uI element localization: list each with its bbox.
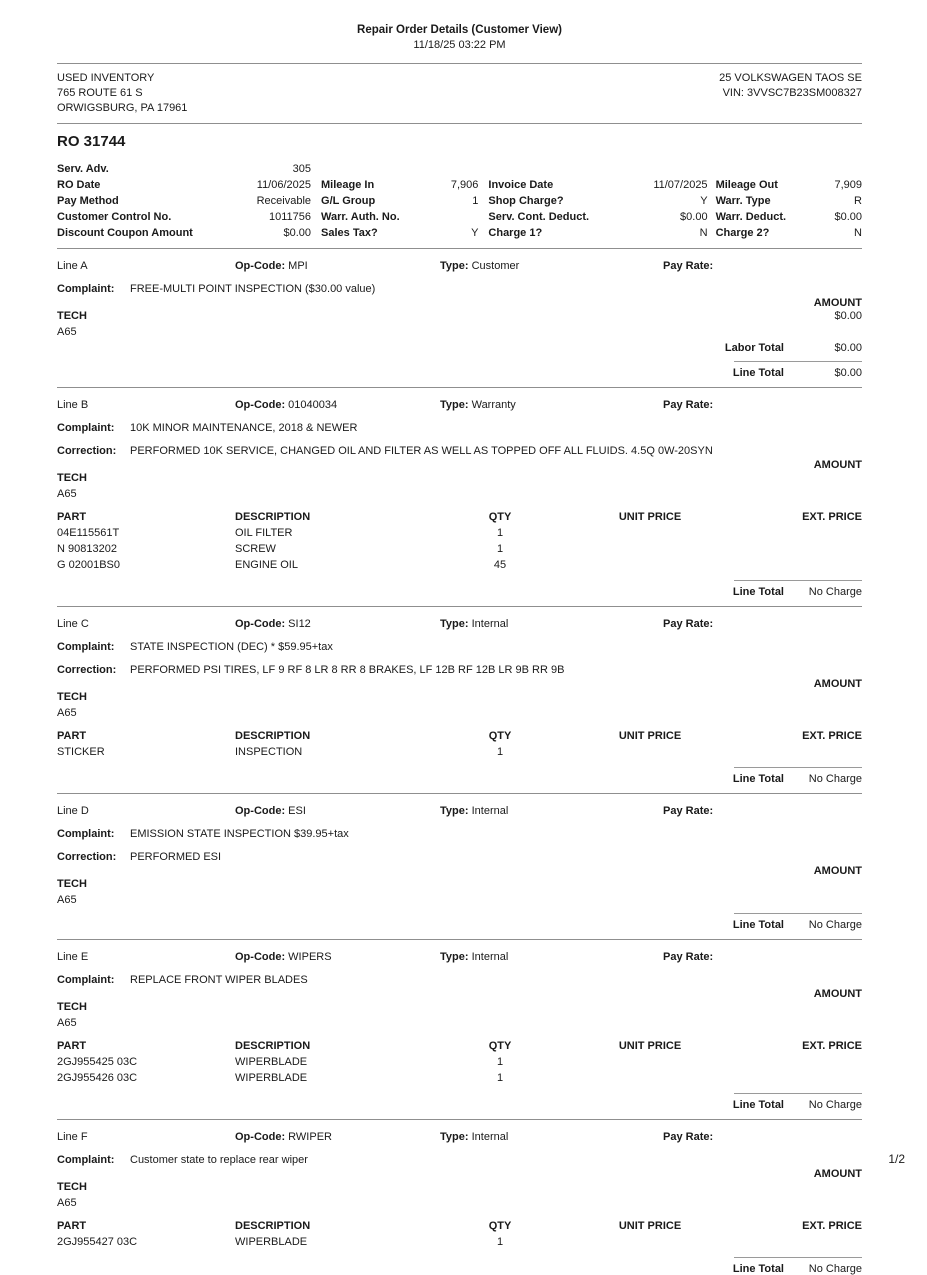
- amount-header: AMOUNT: [813, 865, 862, 877]
- part-qty: 1: [496, 543, 504, 555]
- complaint-text: 10K MINOR MAINTENANCE, 2018 & NEWER: [130, 422, 358, 434]
- tech-id: A65: [57, 488, 77, 500]
- top-info-row: [57, 71, 862, 116]
- service-line-b: [57, 388, 862, 607]
- ext-price-header: EXT. PRICE: [802, 511, 862, 523]
- tech-label: TECH: [57, 472, 87, 484]
- opcode-label: Op-Code:: [235, 618, 286, 630]
- part-unit-price: [552, 744, 748, 760]
- field-label: Warr. Deduct.: [715, 211, 787, 223]
- complaint-text: STATE INSPECTION (DEC) * $59.95+tax: [130, 641, 333, 653]
- line-header: [57, 399, 862, 411]
- tech-row: [57, 1001, 862, 1013]
- line-name: Line E: [57, 951, 89, 963]
- info-row: [57, 177, 862, 193]
- part-qty: 1: [496, 1236, 504, 1248]
- page-indicator: 1/2: [888, 1152, 905, 1166]
- line-header: [57, 260, 862, 272]
- complaint-row: [57, 1154, 862, 1166]
- type-value: Internal: [471, 951, 509, 963]
- totals-rule: [734, 767, 862, 768]
- info-row: [57, 161, 862, 177]
- line-header: [57, 805, 862, 817]
- part-qty: 1: [496, 1072, 504, 1084]
- field-label: Sales Tax?: [321, 227, 378, 239]
- payrate-label: Pay Rate:: [663, 805, 714, 817]
- complaint-label: Complaint:: [57, 1154, 115, 1166]
- line-total-label: Line Total: [732, 1263, 784, 1275]
- complaint-label: Complaint:: [57, 828, 115, 840]
- description-header: DESCRIPTION: [235, 1040, 311, 1052]
- field-value: 7,906: [450, 179, 479, 191]
- line-name: Line C: [57, 618, 89, 630]
- parts-table: [57, 1218, 862, 1250]
- correction-row: [57, 664, 862, 676]
- line-total-label: Line Total: [732, 919, 784, 931]
- correction-label: Correction:: [57, 664, 117, 676]
- part-ext-price: [748, 557, 862, 573]
- dealer-name: USED INVENTORY: [57, 72, 155, 84]
- field-label: Warr. Auth. No.: [321, 211, 400, 223]
- tech-row: [57, 878, 862, 890]
- ext-price-header: EXT. PRICE: [802, 1220, 862, 1232]
- complaint-text: REPLACE FRONT WIPER BLADES: [130, 974, 308, 986]
- complaint-row: [57, 283, 862, 295]
- type-label: Type:: [440, 618, 469, 630]
- line-total-value: $0.00: [834, 367, 862, 379]
- field-label: Customer Control No.: [57, 211, 172, 223]
- part-description: SCREW: [235, 543, 276, 555]
- payrate-label: Pay Rate:: [663, 618, 714, 630]
- line-name: Line F: [57, 1131, 88, 1143]
- field-value: 7,909: [834, 179, 862, 191]
- line-name: Line A: [57, 260, 88, 272]
- correction-label: Correction:: [57, 851, 117, 863]
- complaint-text: Customer state to replace rear wiper: [130, 1154, 308, 1166]
- payrate-label: Pay Rate:: [663, 951, 714, 963]
- opcode-value: 01040034: [288, 399, 338, 411]
- description-header: DESCRIPTION: [235, 730, 311, 742]
- service-line-e: [57, 940, 862, 1120]
- tech-id: A65: [57, 1017, 77, 1029]
- field-label: Serv. Cont. Deduct.: [488, 211, 590, 223]
- line-total-row: [647, 1099, 862, 1111]
- field-label: Pay Method: [57, 195, 119, 207]
- type-value: Internal: [471, 618, 509, 630]
- amount-header: AMOUNT: [813, 1168, 862, 1180]
- tech-id: A65: [57, 1197, 77, 1209]
- part-unit-price: [552, 525, 748, 541]
- field-label: [488, 161, 707, 177]
- field-label: Charge 1?: [488, 227, 543, 239]
- part-description: ENGINE OIL: [235, 559, 298, 571]
- line-total-value: No Charge: [808, 773, 862, 785]
- type-label: Type:: [440, 399, 469, 411]
- amount-header: AMOUNT: [813, 459, 862, 471]
- part-description: WIPERBLADE: [235, 1056, 308, 1068]
- field-label: Mileage In: [321, 179, 375, 191]
- line-totals: [647, 767, 862, 785]
- complaint-label: Complaint:: [57, 641, 115, 653]
- field-value: $0.00: [834, 211, 862, 223]
- field-value: Y: [471, 227, 479, 239]
- qty-header: QTY: [488, 511, 512, 523]
- line-totals: [647, 342, 862, 379]
- field-value: 11/07/2025: [653, 179, 708, 191]
- report-title: Repair Order Details (Customer View): [357, 24, 562, 36]
- tech-row: [57, 1181, 862, 1193]
- complaint-text: FREE-MULTI POINT INSPECTION ($30.00 value): [130, 283, 376, 295]
- field-value: 305: [292, 163, 312, 175]
- complaint-label: Complaint:: [57, 283, 115, 295]
- line-total-label: Line Total: [732, 367, 784, 379]
- line-totals: [647, 580, 862, 598]
- ext-price-header: EXT. PRICE: [802, 730, 862, 742]
- type-value: Warranty: [471, 399, 516, 411]
- line-total-row: [647, 586, 862, 598]
- opcode-label: Op-Code:: [235, 1131, 286, 1143]
- field-value: Y: [700, 195, 708, 207]
- part-description: OIL FILTER: [235, 527, 293, 539]
- part-number: 04E115561T: [57, 527, 120, 539]
- line-header: [57, 951, 862, 963]
- part-header: PART: [57, 511, 87, 523]
- payrate-label: Pay Rate:: [663, 260, 714, 272]
- line-total-row: [647, 1263, 862, 1275]
- qty-header: QTY: [488, 730, 512, 742]
- description-header: DESCRIPTION: [235, 1220, 311, 1232]
- tech-label: TECH: [57, 1181, 87, 1193]
- service-line-c: [57, 607, 862, 794]
- part-header: PART: [57, 1040, 87, 1052]
- field-value: 1: [472, 195, 479, 207]
- part-ext-price: [748, 1054, 862, 1070]
- dealer-address: [57, 71, 187, 116]
- line-totals: [647, 913, 862, 931]
- totals-rule: [734, 913, 862, 914]
- field-value: R: [854, 195, 862, 207]
- opcode-label: Op-Code:: [235, 399, 286, 411]
- part-description: WIPERBLADE: [235, 1072, 308, 1084]
- field-value: 11/06/2025: [256, 179, 312, 191]
- complaint-row: [57, 422, 862, 434]
- line-totals: [647, 1257, 862, 1275]
- opcode-label: Op-Code:: [235, 805, 286, 817]
- opcode-value: RWIPER: [288, 1131, 332, 1143]
- field-label: Invoice Date: [488, 179, 554, 191]
- part-qty: 1: [496, 746, 504, 758]
- opcode-value: SI12: [288, 618, 311, 630]
- tech-label: TECH: [57, 878, 87, 890]
- type-label: Type:: [440, 1131, 469, 1143]
- part-header: PART: [57, 1220, 87, 1232]
- ro-info-grid: [57, 161, 862, 241]
- payrate-label: Pay Rate:: [663, 399, 714, 411]
- parts-table: [57, 728, 862, 760]
- line-name: Line D: [57, 805, 89, 817]
- tech-id: A65: [57, 707, 77, 719]
- complaint-text: EMISSION STATE INSPECTION $39.95+tax: [130, 828, 349, 840]
- totals-rule: [734, 1093, 862, 1094]
- info-row: [57, 209, 862, 225]
- field-label: Discount Coupon Amount: [57, 227, 193, 239]
- field-label: Shop Charge?: [488, 195, 564, 207]
- tech-id: A65: [57, 326, 77, 338]
- info-row: [57, 193, 862, 209]
- field-label: G/L Group: [321, 195, 376, 207]
- line-total-label: Line Total: [732, 586, 784, 598]
- part-number: 2GJ955426 03C: [57, 1072, 138, 1084]
- qty-header: QTY: [488, 1040, 512, 1052]
- field-value: N: [699, 227, 708, 239]
- part-unit-price: [552, 1054, 748, 1070]
- totals-rule: [734, 1257, 862, 1258]
- field-label: Serv. Adv.: [57, 163, 109, 175]
- field-label: [716, 161, 862, 177]
- vehicle-model: 25 VOLKSWAGEN TAOS SE: [719, 72, 862, 84]
- field-value: 1011756: [269, 211, 312, 223]
- complaint-label: Complaint:: [57, 974, 115, 986]
- divider: [57, 63, 862, 64]
- field-label: Mileage Out: [715, 179, 778, 191]
- part-qty: 45: [493, 559, 507, 571]
- service-line-a: [57, 249, 862, 388]
- labor-total-label: Labor Total: [724, 342, 784, 354]
- ro-number: RO 31744: [57, 133, 126, 150]
- part-unit-price: [552, 557, 748, 573]
- complaint-label: Complaint:: [57, 422, 115, 434]
- type-value: Internal: [471, 1131, 509, 1143]
- type-label: Type:: [440, 951, 469, 963]
- unit-price-header: UNIT PRICE: [618, 730, 682, 742]
- field-label: RO Date: [57, 179, 101, 191]
- opcode-value: WIPERS: [288, 951, 332, 963]
- field-value: Receivable: [256, 195, 312, 207]
- info-row: [57, 225, 862, 241]
- totals-rule: [734, 580, 862, 581]
- labor-total-row: [647, 342, 862, 354]
- amount-header: AMOUNT: [813, 988, 862, 1000]
- correction-text: PERFORMED ESI: [130, 851, 222, 863]
- part-unit-price: [552, 1234, 748, 1250]
- opcode-label: Op-Code:: [235, 951, 286, 963]
- tech-id: A65: [57, 894, 77, 906]
- line-header: [57, 1131, 862, 1143]
- part-number: N 90813202: [57, 543, 117, 555]
- report-header: [57, 24, 862, 51]
- field-label: Charge 2?: [715, 227, 770, 239]
- line-name: Line B: [57, 399, 89, 411]
- line-total-row: [647, 919, 862, 931]
- part-ext-price: [748, 1070, 862, 1086]
- divider: [57, 123, 862, 124]
- tech-label: TECH: [57, 310, 87, 322]
- correction-row: [57, 851, 862, 863]
- type-label: Type:: [440, 260, 469, 272]
- correction-label: Correction:: [57, 445, 117, 457]
- complaint-row: [57, 641, 862, 653]
- line-total-value: No Charge: [808, 1263, 862, 1275]
- part-qty: 1: [496, 527, 504, 539]
- part-unit-price: [552, 541, 748, 557]
- correction-row: [57, 445, 862, 457]
- field-label: Warr. Type: [715, 195, 771, 207]
- line-total-label: Line Total: [732, 1099, 784, 1111]
- part-description: WIPERBLADE: [235, 1236, 308, 1248]
- complaint-row: [57, 828, 862, 840]
- tech-label: TECH: [57, 1001, 87, 1013]
- line-totals: [647, 1093, 862, 1111]
- totals-rule: [734, 361, 862, 362]
- part-unit-price: [552, 1070, 748, 1086]
- unit-price-header: UNIT PRICE: [618, 1040, 682, 1052]
- service-line-d: [57, 794, 862, 940]
- vehicle-vin: VIN: 3VVSC7B23SM008327: [722, 87, 862, 99]
- correction-text: PERFORMED 10K SERVICE, CHANGED OIL AND FILTER AS WELL AS TOPPED OFF ALL FLUIDS. 4.5Q 0W-20SYN: [130, 445, 713, 457]
- tech-amount: $0.00: [834, 310, 862, 322]
- labor-total-value: $0.00: [834, 342, 862, 354]
- parts-table: [57, 509, 862, 573]
- complaint-row: [57, 974, 862, 986]
- dealer-address-line2: ORWIGSBURG, PA 17961: [57, 102, 188, 114]
- payrate-label: Pay Rate:: [663, 1131, 714, 1143]
- field-label: [321, 161, 478, 177]
- opcode-label: Op-Code:: [235, 260, 286, 272]
- field-value: N: [854, 227, 862, 239]
- part-ext-price: [748, 541, 862, 557]
- part-description: INSPECTION: [235, 746, 303, 758]
- line-total-value: No Charge: [808, 919, 862, 931]
- tech-row: [57, 691, 862, 703]
- type-value: Internal: [471, 805, 509, 817]
- report-datetime: 11/18/25 03:22 PM: [413, 39, 506, 51]
- line-header: [57, 618, 862, 630]
- line-total-label: Line Total: [732, 773, 784, 785]
- unit-price-header: UNIT PRICE: [618, 1220, 682, 1232]
- qty-header: QTY: [488, 1220, 512, 1232]
- line-total-value: No Charge: [808, 586, 862, 598]
- field-value: $0.00: [680, 211, 708, 223]
- line-total-row: [647, 367, 862, 379]
- parts-table: [57, 1038, 862, 1086]
- type-label: Type:: [440, 805, 469, 817]
- part-qty: 1: [496, 1056, 504, 1068]
- correction-text: PERFORMED PSI TIRES, LF 9 RF 8 LR 8 RR 8 BRAKES, LF 12B RF 12B LR 9B RR 9B: [130, 664, 565, 676]
- vehicle-info: [719, 71, 862, 116]
- description-header: DESCRIPTION: [235, 511, 311, 523]
- service-line-f: [57, 1120, 862, 1275]
- part-number: 2GJ955427 03C: [57, 1236, 138, 1248]
- dealer-address-line1: 765 ROUTE 61 S: [57, 87, 143, 99]
- part-header: PART: [57, 730, 87, 742]
- tech-row: [57, 310, 862, 322]
- tech-label: TECH: [57, 691, 87, 703]
- field-value: $0.00: [283, 227, 312, 239]
- ext-price-header: EXT. PRICE: [802, 1040, 862, 1052]
- tech-row: [57, 472, 862, 484]
- amount-header: AMOUNT: [813, 297, 862, 309]
- part-number: G 02001BS0: [57, 559, 120, 571]
- line-total-row: [647, 773, 862, 785]
- part-ext-price: [748, 744, 862, 760]
- opcode-value: ESI: [288, 805, 306, 817]
- type-value: Customer: [471, 260, 520, 272]
- part-number: 2GJ955425 03C: [57, 1056, 138, 1068]
- part-number: STICKER: [57, 746, 105, 758]
- part-ext-price: [748, 525, 862, 541]
- line-total-value: No Charge: [808, 1099, 862, 1111]
- part-ext-price: [748, 1234, 862, 1250]
- unit-price-header: UNIT PRICE: [618, 511, 682, 523]
- amount-header: AMOUNT: [813, 678, 862, 690]
- opcode-value: MPI: [288, 260, 308, 272]
